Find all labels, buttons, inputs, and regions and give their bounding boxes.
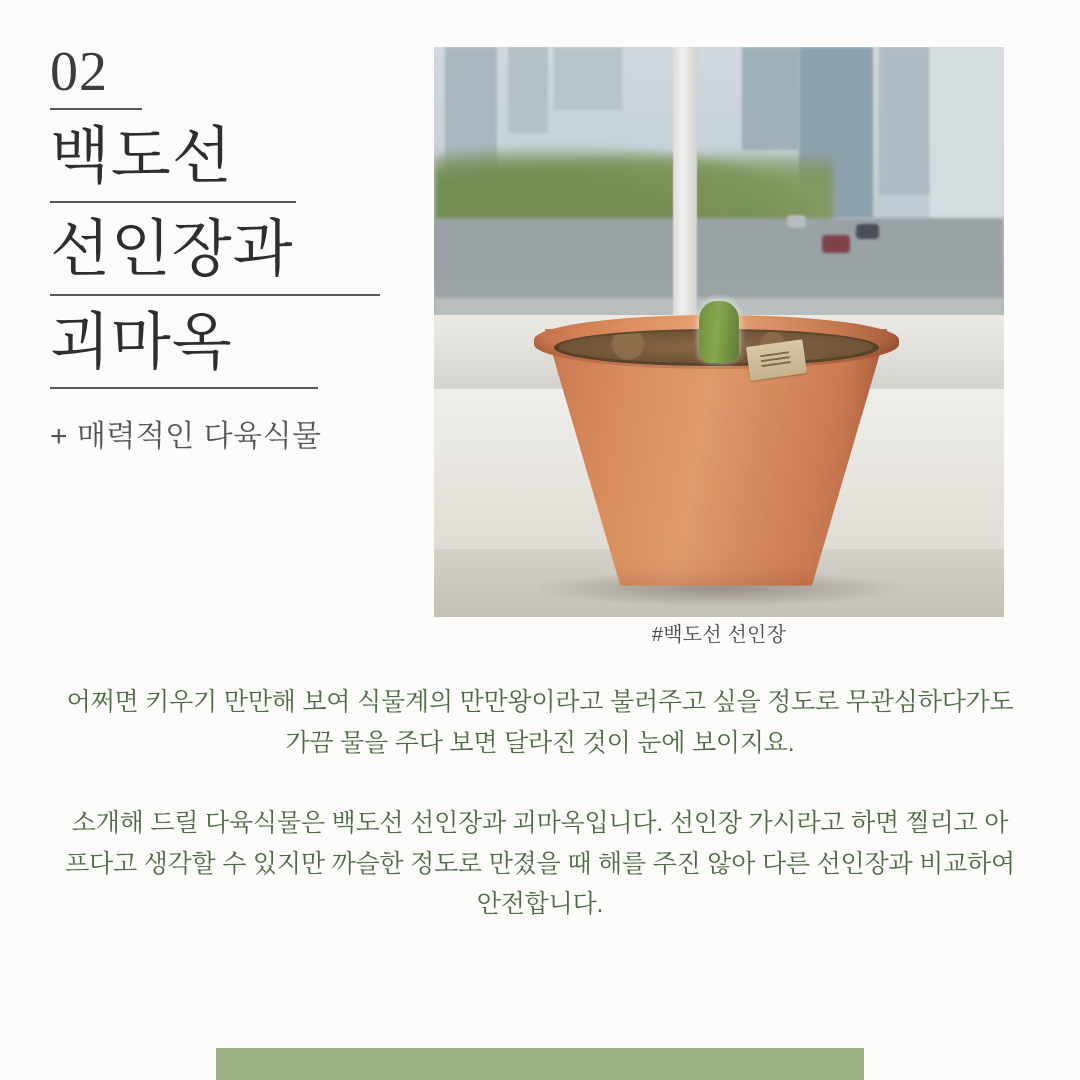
title-block bbox=[50, 41, 410, 455]
body-text bbox=[60, 682, 1020, 925]
building-shape bbox=[508, 47, 548, 133]
paragraph-2: 소개해 드릴 다육식물은 백도선 선인장과 괴마옥입니다. 선인장 가시라고 하면 찔리고 아프다고 생각할 수 있지만 까슬한 정도로 만졌을 때 해를 주진 않아 다른 선인장과 비교하여 안전합니다. bbox=[65, 809, 1015, 918]
window-frame-post bbox=[673, 47, 697, 343]
building-shape bbox=[554, 47, 622, 110]
car-shape bbox=[856, 224, 879, 239]
cactus-photo bbox=[434, 47, 1004, 617]
title-line-2: 선인장과 bbox=[50, 203, 380, 296]
bottom-accent-bar bbox=[216, 1048, 864, 1080]
building-shape bbox=[879, 47, 930, 195]
photo-caption: #백도선 선인장 bbox=[651, 624, 787, 646]
title-subtitle: + 매력적인 다육식물 bbox=[50, 419, 322, 453]
building-shape bbox=[742, 47, 799, 150]
section-number: 02 bbox=[50, 44, 142, 110]
cactus-plant bbox=[699, 301, 739, 364]
title-line-1: 백도선 bbox=[50, 110, 296, 203]
photo-frame bbox=[434, 47, 1004, 617]
car-shape bbox=[787, 215, 805, 228]
paragraph-1: 어쩌면 키우기 만만해 보여 식물계의 만만왕이라고 불러주고 싶을 정도로 무관심하다가도 가끔 물을 주다 보면 달라진 것이 눈에 보이지요. bbox=[66, 688, 1014, 757]
car-shape bbox=[822, 235, 851, 253]
title-line-3: 괴마옥 bbox=[50, 296, 318, 389]
